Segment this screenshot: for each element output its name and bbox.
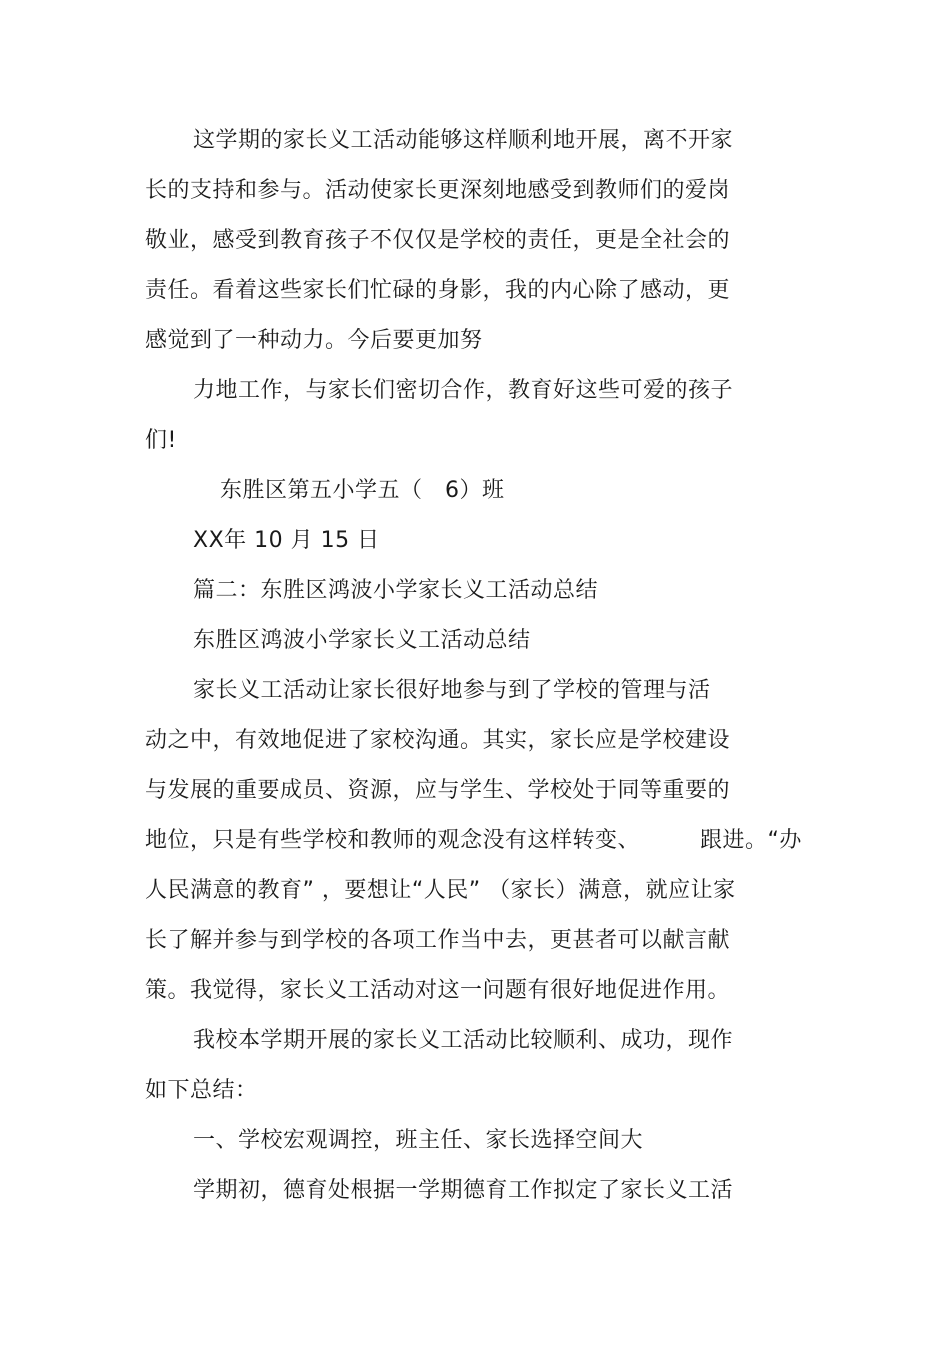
paragraph-line: 长了解并参与到学校的各项工作当中去，更甚者可以献言献: [145, 928, 731, 953]
paragraph-line: 我校本学期开展的家长义工活动比较顺利、成功，现作: [193, 1028, 734, 1053]
signature-school: 东胜区第五小学五（ 6）班: [220, 478, 505, 503]
subsection-heading: 一、学校宏观调控，班主任、家长选择空间大: [193, 1128, 644, 1153]
paragraph-line: 人民满意的教育” ，要想让“人民” （家长）满意，就应让家: [145, 878, 736, 903]
paragraph-line: 家长义工活动让家长很好地参与到了学校的管理与活: [193, 678, 711, 703]
paragraph-line: 学期初，德育处根据一学期德育工作拟定了家长义工活: [193, 1178, 734, 1203]
paragraph-line: 责任。看着这些家长们忙碌的身影，我的内心除了感动，更: [145, 278, 731, 303]
paragraph-line: 敬业，感受到教育孩子不仅仅是学校的责任，更是全社会的: [145, 228, 731, 253]
paragraph-line: 与发展的重要成员、资源，应与学生、学校处于同等重要的: [145, 778, 731, 803]
paragraph-line: 地位，只是有些学校和教师的观念没有这样转变、 跟进。“办: [145, 828, 802, 853]
paragraph-line: 策。我觉得，家长义工活动对这一问题有很好地促进作用。: [145, 978, 731, 1003]
section-heading: 篇二：东胜区鸿波小学家长义工活动总结: [193, 578, 599, 603]
signature-date: XX年 10 月 15 日: [193, 528, 380, 553]
paragraph-line: 长的支持和参与。活动使家长更深刻地感受到教师们的爱岗: [145, 178, 731, 203]
paragraph-line: 力地工作，与家长们密切合作，教育好这些可爱的孩子: [193, 378, 734, 403]
paragraph-line: 动之中，有效地促进了家校沟通。其实，家长应是学校建设: [145, 728, 731, 753]
paragraph-line: 感觉到了一种动力。今后要更加努: [145, 328, 483, 353]
paragraph-line: 们!: [145, 428, 177, 453]
paragraph-line: 如下总结：: [145, 1078, 258, 1103]
paragraph-line: 这学期的家长义工活动能够这样顺利地开展，离不开家: [193, 128, 734, 153]
document-title: 东胜区鸿波小学家长义工活动总结: [193, 628, 531, 653]
